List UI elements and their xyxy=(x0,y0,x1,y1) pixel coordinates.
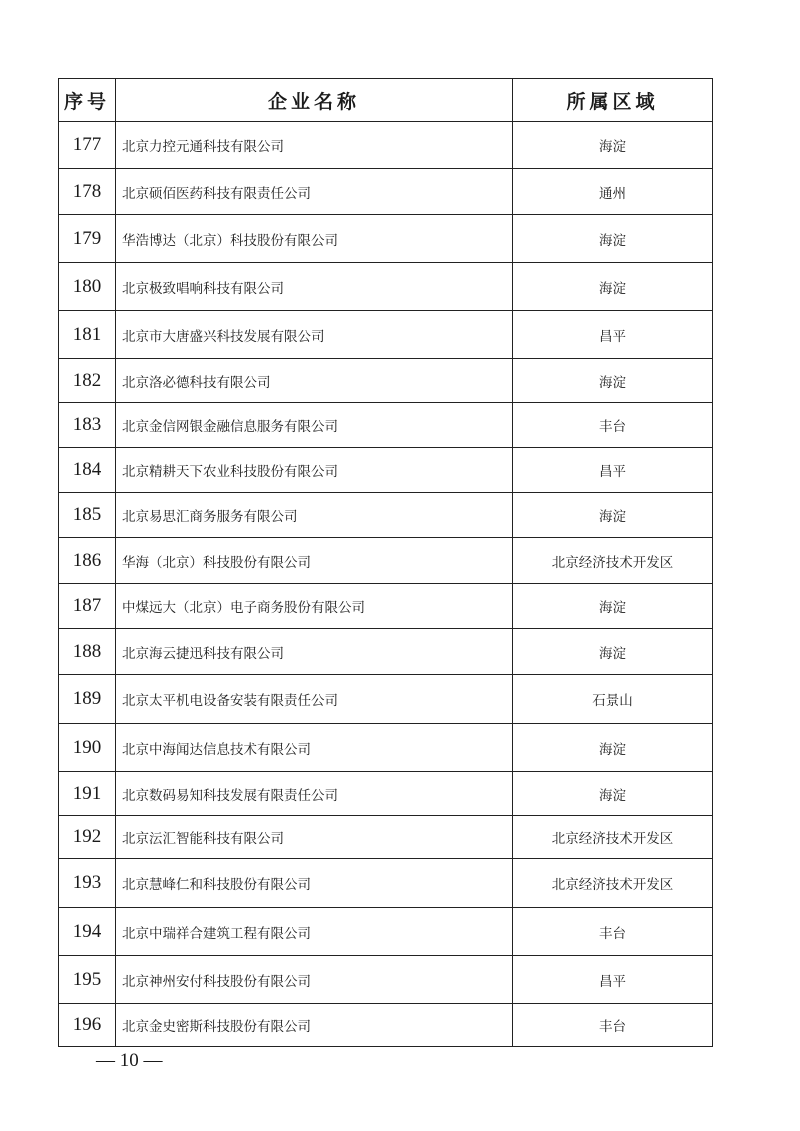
row-number: 184 xyxy=(59,448,116,493)
row-number: 187 xyxy=(59,584,116,629)
table-row xyxy=(59,311,713,359)
company-name: 北京海云捷迅科技有限公司 xyxy=(116,629,513,675)
company-name: 北京力控元通科技有限公司 xyxy=(116,122,513,169)
area-name: 丰台 xyxy=(513,908,713,956)
table-row xyxy=(59,263,713,311)
area-name: 海淀 xyxy=(513,584,713,629)
row-number: 179 xyxy=(59,215,116,263)
row-number: 193 xyxy=(59,859,116,908)
area-name: 海淀 xyxy=(513,629,713,675)
row-number: 186 xyxy=(59,538,116,584)
table-row xyxy=(59,772,713,816)
header-number: 序号 xyxy=(59,79,116,122)
row-number: 189 xyxy=(59,675,116,724)
area-name: 北京经济技术开发区 xyxy=(513,816,713,859)
header-company-name: 企业名称 xyxy=(116,79,513,122)
row-number: 191 xyxy=(59,772,116,816)
area-name: 丰台 xyxy=(513,403,713,448)
table-row xyxy=(59,584,713,629)
company-name: 北京金史密斯科技股份有限公司 xyxy=(116,1004,513,1047)
table-row xyxy=(59,816,713,859)
row-number: 178 xyxy=(59,169,116,215)
table-row xyxy=(59,1004,713,1047)
area-name: 海淀 xyxy=(513,263,713,311)
area-name: 海淀 xyxy=(513,122,713,169)
area-name: 海淀 xyxy=(513,359,713,403)
table-row xyxy=(59,122,713,169)
company-name: 北京金信网银金融信息服务有限公司 xyxy=(116,403,513,448)
company-name: 北京洛必德科技有限公司 xyxy=(116,359,513,403)
row-number: 194 xyxy=(59,908,116,956)
table-row xyxy=(59,956,713,1004)
area-name: 海淀 xyxy=(513,493,713,538)
company-name: 北京易思汇商务服务有限公司 xyxy=(116,493,513,538)
table-row xyxy=(59,724,713,772)
row-number: 182 xyxy=(59,359,116,403)
row-number: 177 xyxy=(59,122,116,169)
company-name: 华浩博达（北京）科技股份有限公司 xyxy=(116,215,513,263)
company-name: 北京中海闻达信息技术有限公司 xyxy=(116,724,513,772)
company-list-table xyxy=(58,78,713,1047)
area-name: 海淀 xyxy=(513,215,713,263)
area-name: 昌平 xyxy=(513,448,713,493)
table-row xyxy=(59,215,713,263)
header-area: 所属区域 xyxy=(513,79,713,122)
table-row xyxy=(59,169,713,215)
area-name: 通州 xyxy=(513,169,713,215)
company-name: 北京太平机电设备安装有限责任公司 xyxy=(116,675,513,724)
row-number: 183 xyxy=(59,403,116,448)
row-number: 195 xyxy=(59,956,116,1004)
area-name: 昌平 xyxy=(513,956,713,1004)
area-name: 海淀 xyxy=(513,724,713,772)
table-row xyxy=(59,859,713,908)
company-name: 北京极致唱响科技有限公司 xyxy=(116,263,513,311)
company-name: 北京精耕天下农业科技股份有限公司 xyxy=(116,448,513,493)
row-number: 190 xyxy=(59,724,116,772)
company-name: 北京神州安付科技股份有限公司 xyxy=(116,956,513,1004)
company-name: 华海（北京）科技股份有限公司 xyxy=(116,538,513,584)
table-row xyxy=(59,629,713,675)
row-number: 181 xyxy=(59,311,116,359)
row-number: 196 xyxy=(59,1004,116,1047)
company-name: 中煤远大（北京）电子商务股份有限公司 xyxy=(116,584,513,629)
company-name: 北京市大唐盛兴科技发展有限公司 xyxy=(116,311,513,359)
table-row xyxy=(59,448,713,493)
area-name: 昌平 xyxy=(513,311,713,359)
area-name: 海淀 xyxy=(513,772,713,816)
company-name: 北京慧峰仁和科技股份有限公司 xyxy=(116,859,513,908)
area-name: 北京经济技术开发区 xyxy=(513,538,713,584)
table-row xyxy=(59,359,713,403)
page-number: — 10 — xyxy=(96,1050,163,1071)
row-number: 180 xyxy=(59,263,116,311)
table-row xyxy=(59,538,713,584)
row-number: 185 xyxy=(59,493,116,538)
area-name: 石景山 xyxy=(513,675,713,724)
table-header-row xyxy=(59,79,713,122)
company-name: 北京硕佰医药科技有限责任公司 xyxy=(116,169,513,215)
table-row xyxy=(59,675,713,724)
row-number: 188 xyxy=(59,629,116,675)
company-name: 北京中瑞祥合建筑工程有限公司 xyxy=(116,908,513,956)
company-name: 北京沄汇智能科技有限公司 xyxy=(116,816,513,859)
area-name: 丰台 xyxy=(513,1004,713,1047)
table-row xyxy=(59,908,713,956)
table-row xyxy=(59,493,713,538)
area-name: 北京经济技术开发区 xyxy=(513,859,713,908)
row-number: 192 xyxy=(59,816,116,859)
table-row xyxy=(59,403,713,448)
company-name: 北京数码易知科技发展有限责任公司 xyxy=(116,772,513,816)
